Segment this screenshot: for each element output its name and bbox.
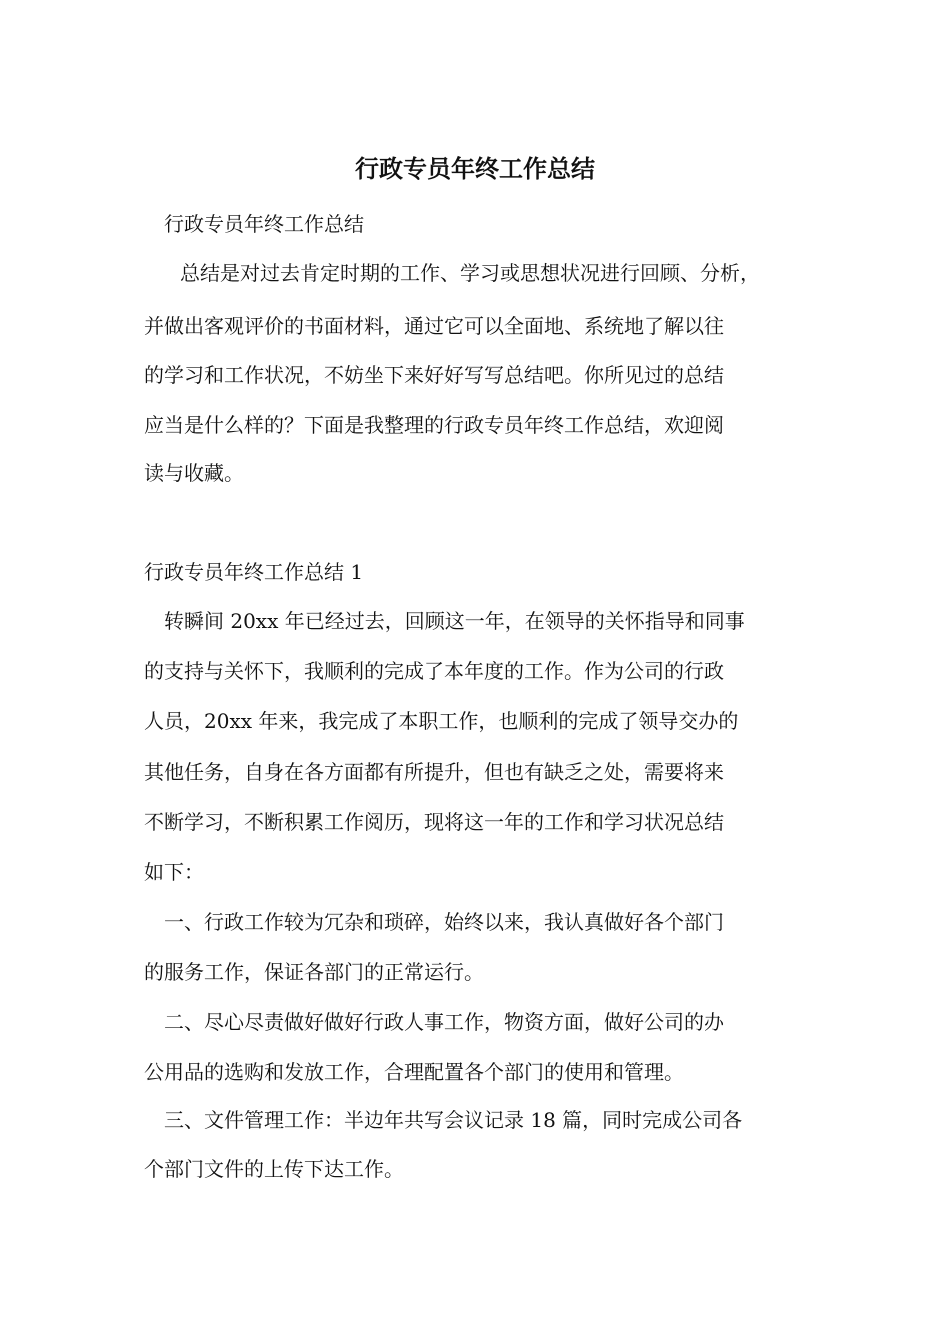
item3-line-1: 三、文件管理工作：半边年共写会议记录 18 篇，同时完成公司各 xyxy=(164,1108,743,1132)
para1-line-4: 其他任务，自身在各方面都有所提升，但也有缺乏之处，需要将来 xyxy=(144,760,724,784)
para1-line-6: 如下： xyxy=(144,860,204,884)
item3-line-2: 个部门文件的上传下达工作。 xyxy=(144,1157,404,1181)
item1-line-1: 一、行政工作较为冗杂和琐碎，始终以来，我认真做好各个部门 xyxy=(164,910,724,934)
intro-line-2: 并做出客观评价的书面材料，通过它可以全面地、系统地了解以往 xyxy=(144,314,724,338)
document-title: 行政专员年终工作总结 xyxy=(355,154,595,183)
intro-line-1: 总结是对过去肯定时期的工作、学习或思想状况进行回顾、分析， xyxy=(180,261,760,285)
para1-line-2: 的支持与关怀下，我顺利的完成了本年度的工作。作为公司的行政 xyxy=(144,659,724,683)
intro-line-4: 应当是什么样的？下面是我整理的行政专员年终工作总结，欢迎阅 xyxy=(144,413,724,437)
para1-line-1: 转瞬间 20xx 年已经过去，回顾这一年，在领导的关怀指导和同事 xyxy=(164,609,745,633)
para1-line-5: 不断学习，不断积累工作阅历，现将这一年的工作和学习状况总结 xyxy=(144,810,724,834)
item2-line-2: 公用品的选购和发放工作，合理配置各个部门的使用和管理。 xyxy=(144,1060,684,1084)
item2-line-1: 二、尽心尽责做好做好行政人事工作，物资方面，做好公司的办 xyxy=(164,1010,724,1034)
item1-line-2: 的服务工作，保证各部门的正常运行。 xyxy=(144,960,484,984)
intro-line-3: 的学习和工作状况，不妨坐下来好好写写总结吧。你所见过的总结 xyxy=(144,363,724,387)
intro-line-5: 读与收藏。 xyxy=(144,461,244,485)
document-subtitle: 行政专员年终工作总结 xyxy=(164,212,364,236)
para1-line-3: 人员，20xx 年来，我完成了本职工作，也顺利的完成了领导交办的 xyxy=(144,709,739,733)
section-heading: 行政专员年终工作总结 1 xyxy=(144,560,364,584)
